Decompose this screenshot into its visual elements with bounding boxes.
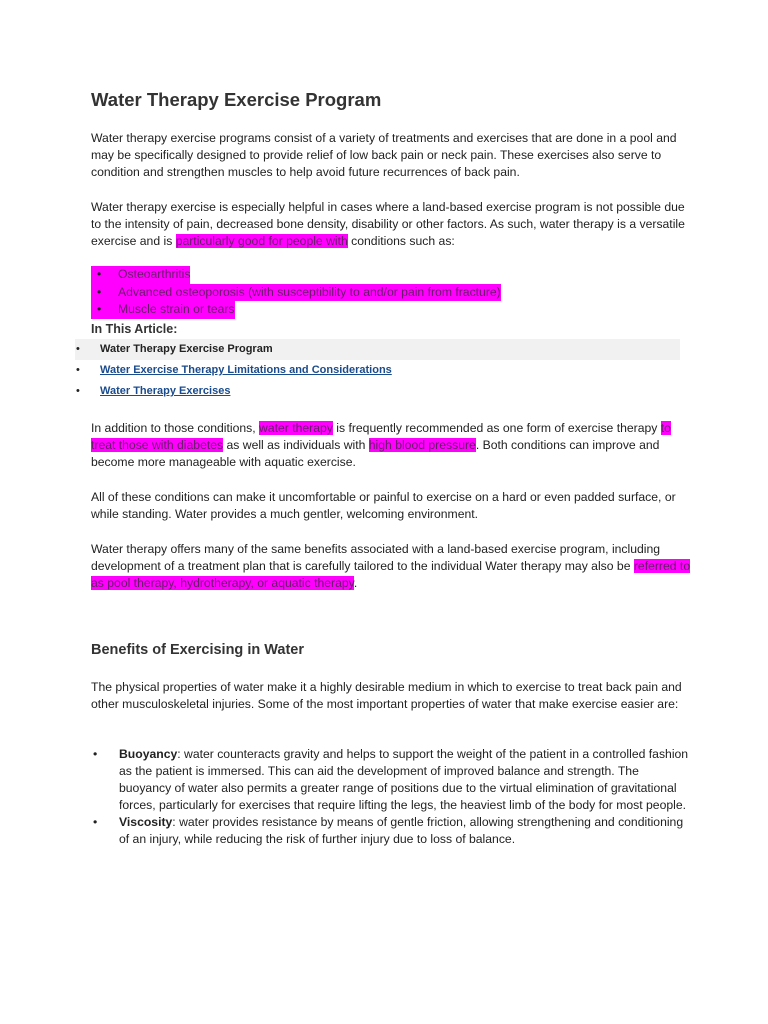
benefits-intro-paragraph: The physical properties of water make it a highly desirable medium in which to exercise to treat back pain and other musculoskeletal injuries. Some of the most important properties of water that make exercise easier are: xyxy=(91,680,682,711)
list-item-text: Muscle strain or tears xyxy=(118,302,235,316)
highlighted-text: to treat those with diabetes xyxy=(91,421,671,452)
toc-link-exercises[interactable]: Water Therapy Exercises xyxy=(100,385,231,397)
paragraph-text: Water therapy offers many of the same benefits associated with a land-based exercise program, including development of a treatment plan that is carefully tailored to the individual Water therapy may also be xyxy=(91,542,661,573)
bullet-icon: • xyxy=(76,385,80,397)
toc-link-limitations[interactable]: Water Exercise Therapy Limitations and Considerations xyxy=(100,364,392,376)
section-heading-benefits: Benefits of Exercising in Water xyxy=(91,642,304,658)
conditions-list xyxy=(91,266,501,319)
property-text: : water provides resistance by means of gentle friction, allowing strengthening and conditioning of an injury, while reducing the risk of further injury due to loss of balance. xyxy=(119,815,684,846)
page-title: Water Therapy Exercise Program xyxy=(91,89,382,110)
toc-item xyxy=(0,360,700,381)
highlighted-text: high blood pressure xyxy=(368,438,476,452)
paragraph-text: . xyxy=(353,576,358,590)
paragraph-benefits-overview xyxy=(91,541,691,592)
in-this-article-label: In This Article: xyxy=(91,322,178,336)
paragraph-text: Water therapy exercise is especially helpful in cases where a land-based exercise program is not possible due to the intensity of pain, decreased bone density, disability or other factors. As such, water therapy is a versatile exercise and is xyxy=(91,200,685,248)
intro-paragraph: Water therapy exercise programs consist of a variety of treatments and exercises that are done in a pool and may be specifically designed to provide relief of low back pain or neck pain. These exercises also serve to condition and strengthen muscles to help avoid future recurrences of back pain. xyxy=(91,131,677,179)
properties-list xyxy=(91,746,691,848)
bullet-icon: • xyxy=(93,815,98,829)
list-item xyxy=(91,301,235,319)
list-item xyxy=(91,284,501,302)
paragraph-diabetes-blood-pressure xyxy=(91,420,691,471)
paragraph-text: In addition to those conditions, xyxy=(91,421,260,435)
paragraph-text: is frequently recommended as one form of exercise therapy xyxy=(332,421,661,435)
bullet-icon: • xyxy=(97,267,102,281)
paragraph-text: conditions such as: xyxy=(347,234,455,248)
bullet-icon: • xyxy=(93,747,98,761)
bullet-icon: • xyxy=(97,284,102,299)
paragraph-conditions-intro xyxy=(91,199,691,250)
bullet-icon: • xyxy=(76,343,80,355)
paragraph-surface: All of these conditions can make it uncomfortable or painful to exercise on a hard or even padded surface, or while standing. Water provides a much gentler, welcoming environment. xyxy=(91,490,676,521)
toc-item-label: Water Therapy Exercise Program xyxy=(100,343,273,355)
property-term: Buoyancy xyxy=(119,747,178,761)
paragraph-text: . Both conditions can improve and become more manageable with aquatic exercise. xyxy=(91,438,660,469)
highlighted-text: water therapy xyxy=(259,421,333,435)
table-of-contents xyxy=(0,339,700,402)
bullet-icon: • xyxy=(97,302,102,316)
list-item-text: Advanced osteoporosis (with susceptibility to and/or pain from fracture) xyxy=(118,284,501,299)
bullet-icon: • xyxy=(76,364,80,376)
list-item xyxy=(91,746,691,814)
list-item xyxy=(91,814,691,848)
property-term: Viscosity xyxy=(119,815,173,829)
property-text: : water counteracts gravity and helps to support the weight of the patient in a controlled fashion as the patient is immersed. This can aid the development of improved balance and strength. The buoyancy of water also permits a greater range of positions due to the virtual elimination of gravitational forces, particularly for exercises that require lifting the legs, the heaviest limb of the body for most people. xyxy=(119,747,689,812)
paragraph-text: as well as individuals with xyxy=(223,438,369,452)
highlighted-text: referred to as pool therapy, hydrotherapy, or aquatic therapy xyxy=(91,559,691,590)
list-item-text: Osteoarthritis xyxy=(118,267,191,281)
list-item xyxy=(91,266,190,284)
toc-item-current xyxy=(75,339,680,360)
toc-item xyxy=(0,381,700,402)
highlighted-text: particularly good for people with xyxy=(175,234,348,248)
